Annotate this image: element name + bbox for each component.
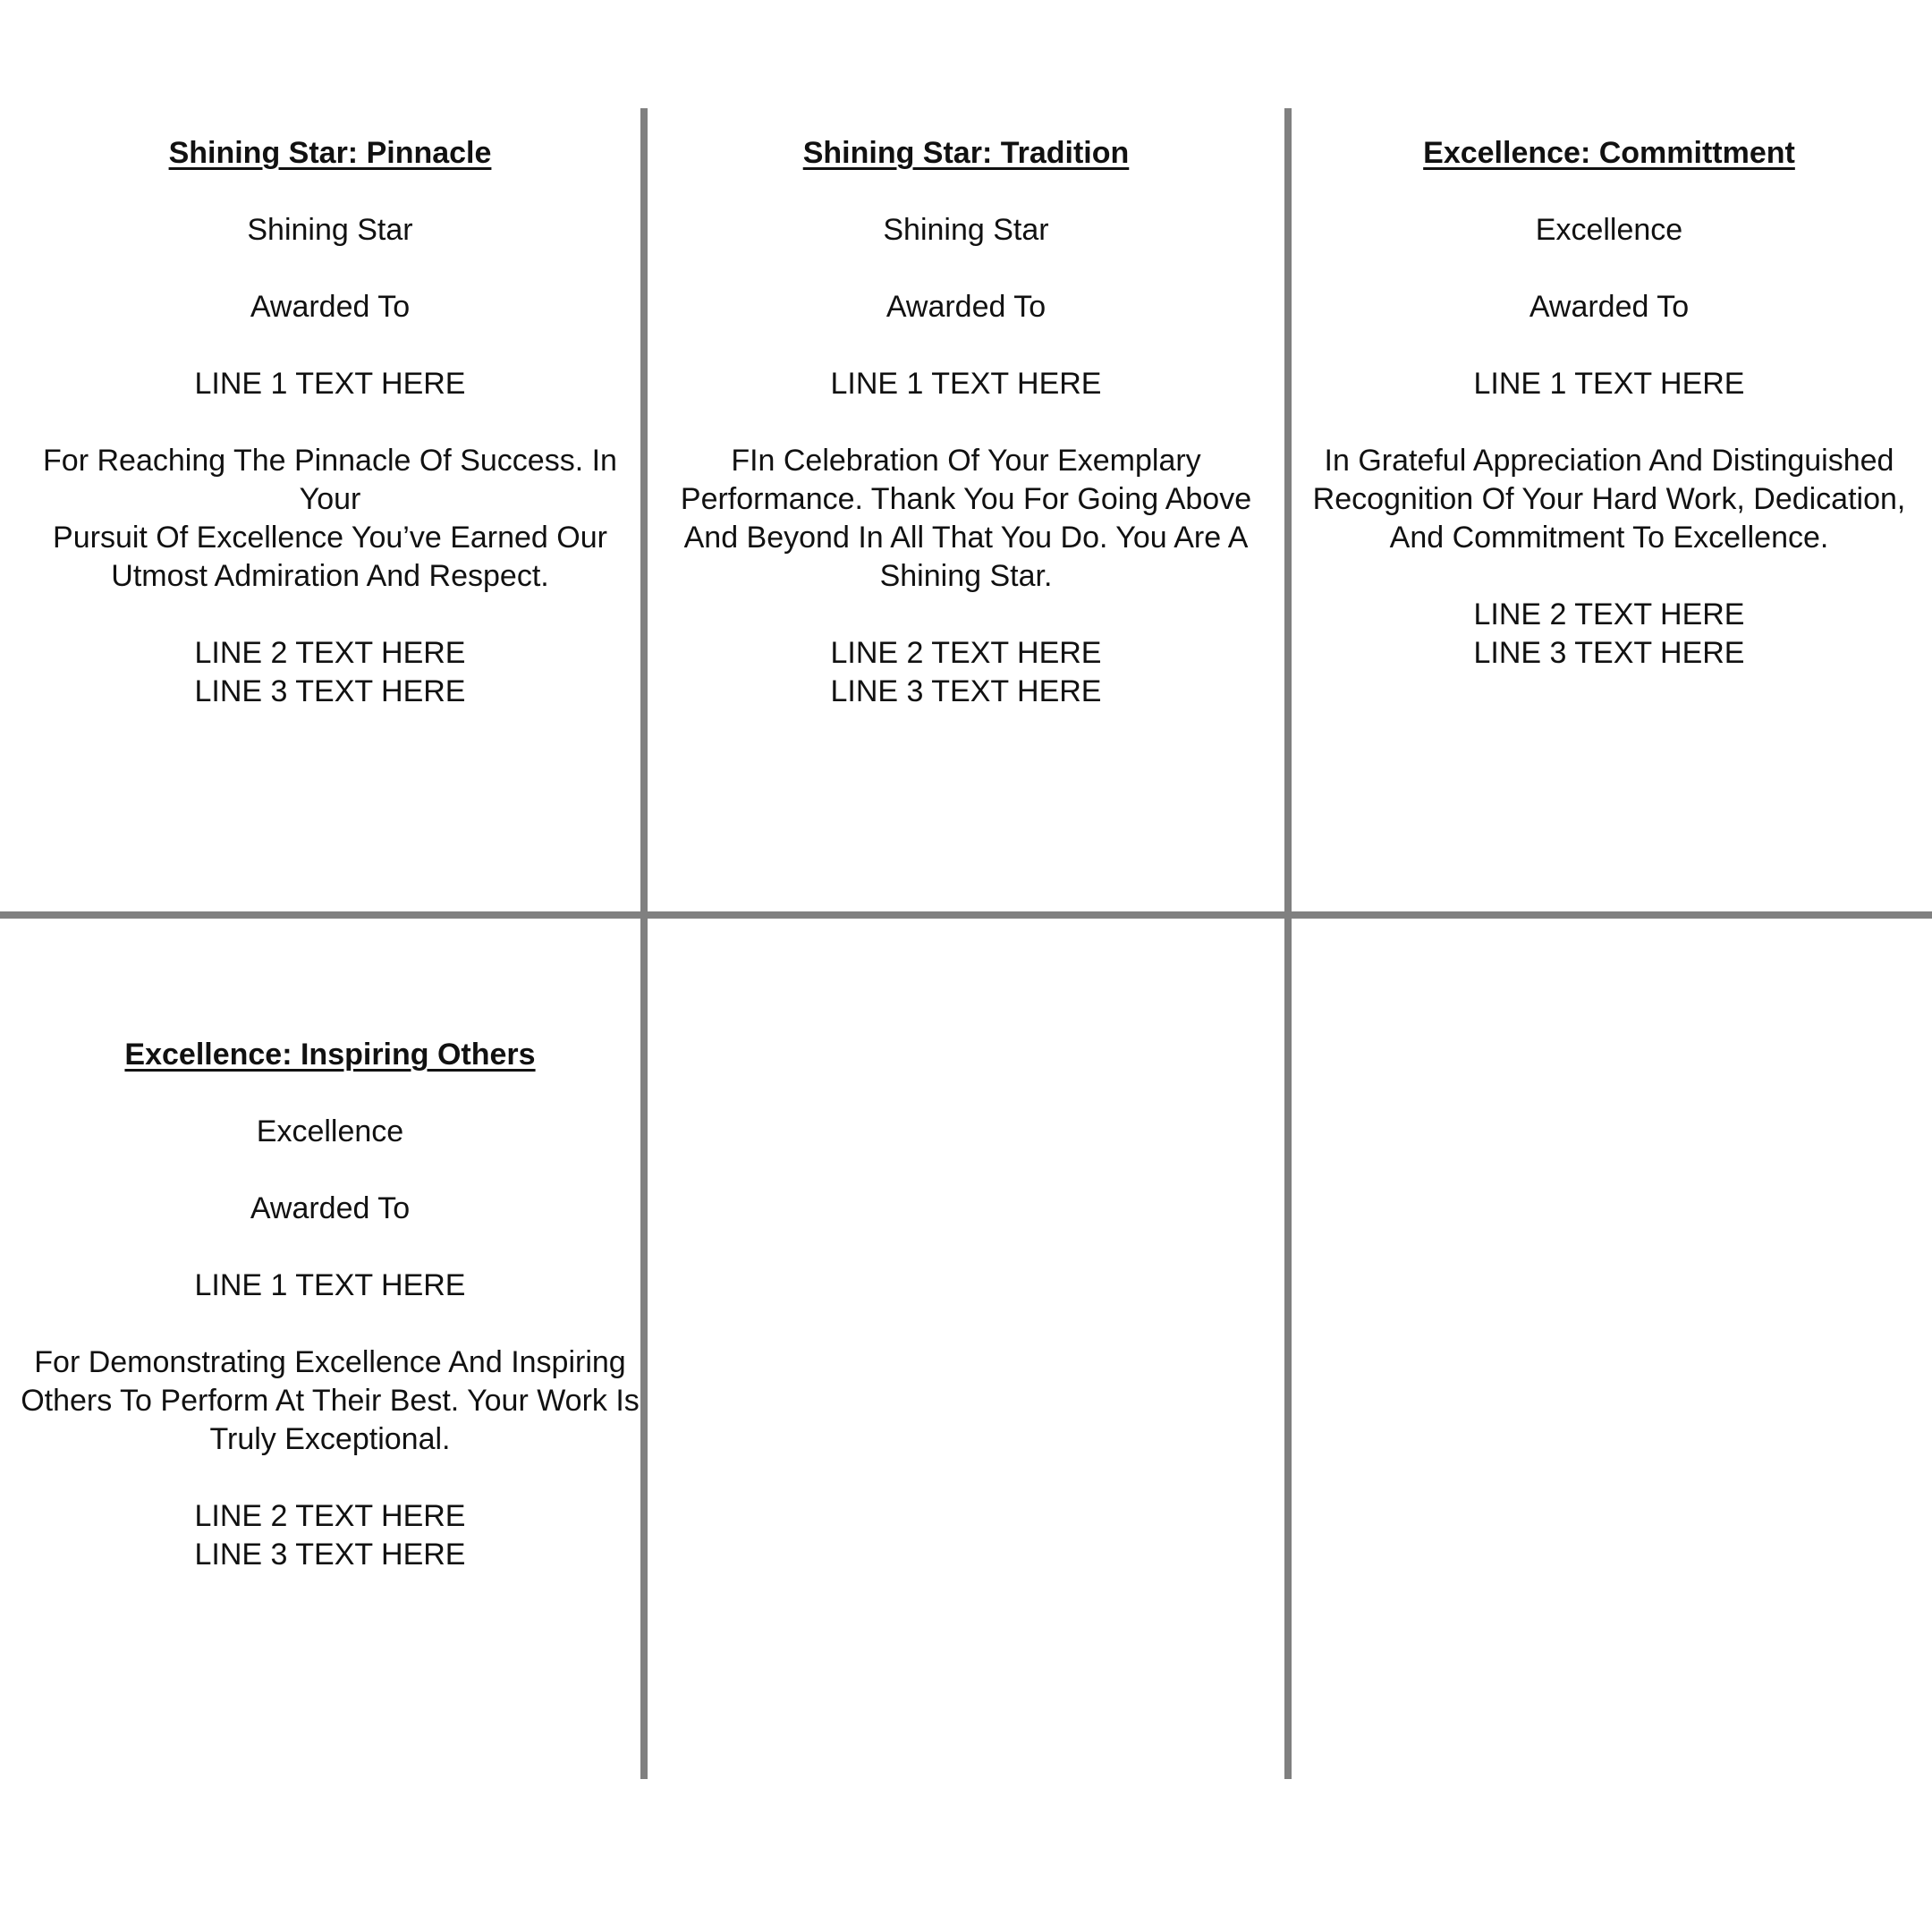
vertical-divider-right (1284, 108, 1292, 1779)
award-card-pinnacle (17, 134, 643, 711)
recipient-lines-2-3: LINE 2 TEXT HERE LINE 3 TEXT HERE (830, 636, 1102, 708)
recipient-line-1: LINE 1 TEXT HERE (830, 367, 1102, 401)
award-description: In Grateful Appreciation And Distinguished Recognition Of Your Hard Work, Dedication, And Commitment To Excellence. (1312, 444, 1906, 555)
award-name: Shining Star (247, 213, 413, 247)
award-card-commitment (1296, 134, 1922, 673)
award-name: Excellence (256, 1114, 404, 1148)
card-title: Excellence: Committment (1423, 136, 1795, 170)
award-name: Excellence (1535, 213, 1683, 247)
award-card-inspiring-others (17, 1036, 643, 1574)
recipient-lines-2-3: LINE 2 TEXT HERE LINE 3 TEXT HERE (1473, 597, 1745, 670)
card-title: Shining Star: Pinnacle (168, 136, 492, 170)
award-card-tradition (653, 134, 1279, 711)
awarded-to-label: Awarded To (1529, 290, 1690, 324)
awarded-to-label: Awarded To (886, 290, 1046, 324)
award-description: For Reaching The Pinnacle Of Success. In Your Pursuit Of Excellence You’ve Earned Our Utmost Admiration And Respect. (43, 444, 617, 593)
award-name: Shining Star (883, 213, 1049, 247)
card-title: Excellence: Inspiring Others (124, 1038, 536, 1072)
recipient-lines-2-3: LINE 2 TEXT HERE LINE 3 TEXT HERE (194, 1499, 466, 1572)
recipient-lines-2-3: LINE 2 TEXT HERE LINE 3 TEXT HERE (194, 636, 466, 708)
recipient-line-1: LINE 1 TEXT HERE (194, 367, 466, 401)
horizontal-divider (0, 911, 1932, 919)
recipient-line-1: LINE 1 TEXT HERE (1473, 367, 1745, 401)
card-title: Shining Star: Tradition (802, 136, 1130, 170)
award-description: For Demonstrating Excellence And Inspiring Others To Perform At Their Best. Your Work Is Truly Exceptional. (21, 1345, 640, 1456)
award-description: FIn Celebration Of Your Exemplary Performance. Thank You For Going Above And Beyond In All That You Do. You Are A Shining Star. (680, 444, 1252, 593)
awarded-to-label: Awarded To (250, 290, 411, 324)
awarded-to-label: Awarded To (250, 1191, 411, 1225)
recipient-line-1: LINE 1 TEXT HERE (194, 1268, 466, 1302)
